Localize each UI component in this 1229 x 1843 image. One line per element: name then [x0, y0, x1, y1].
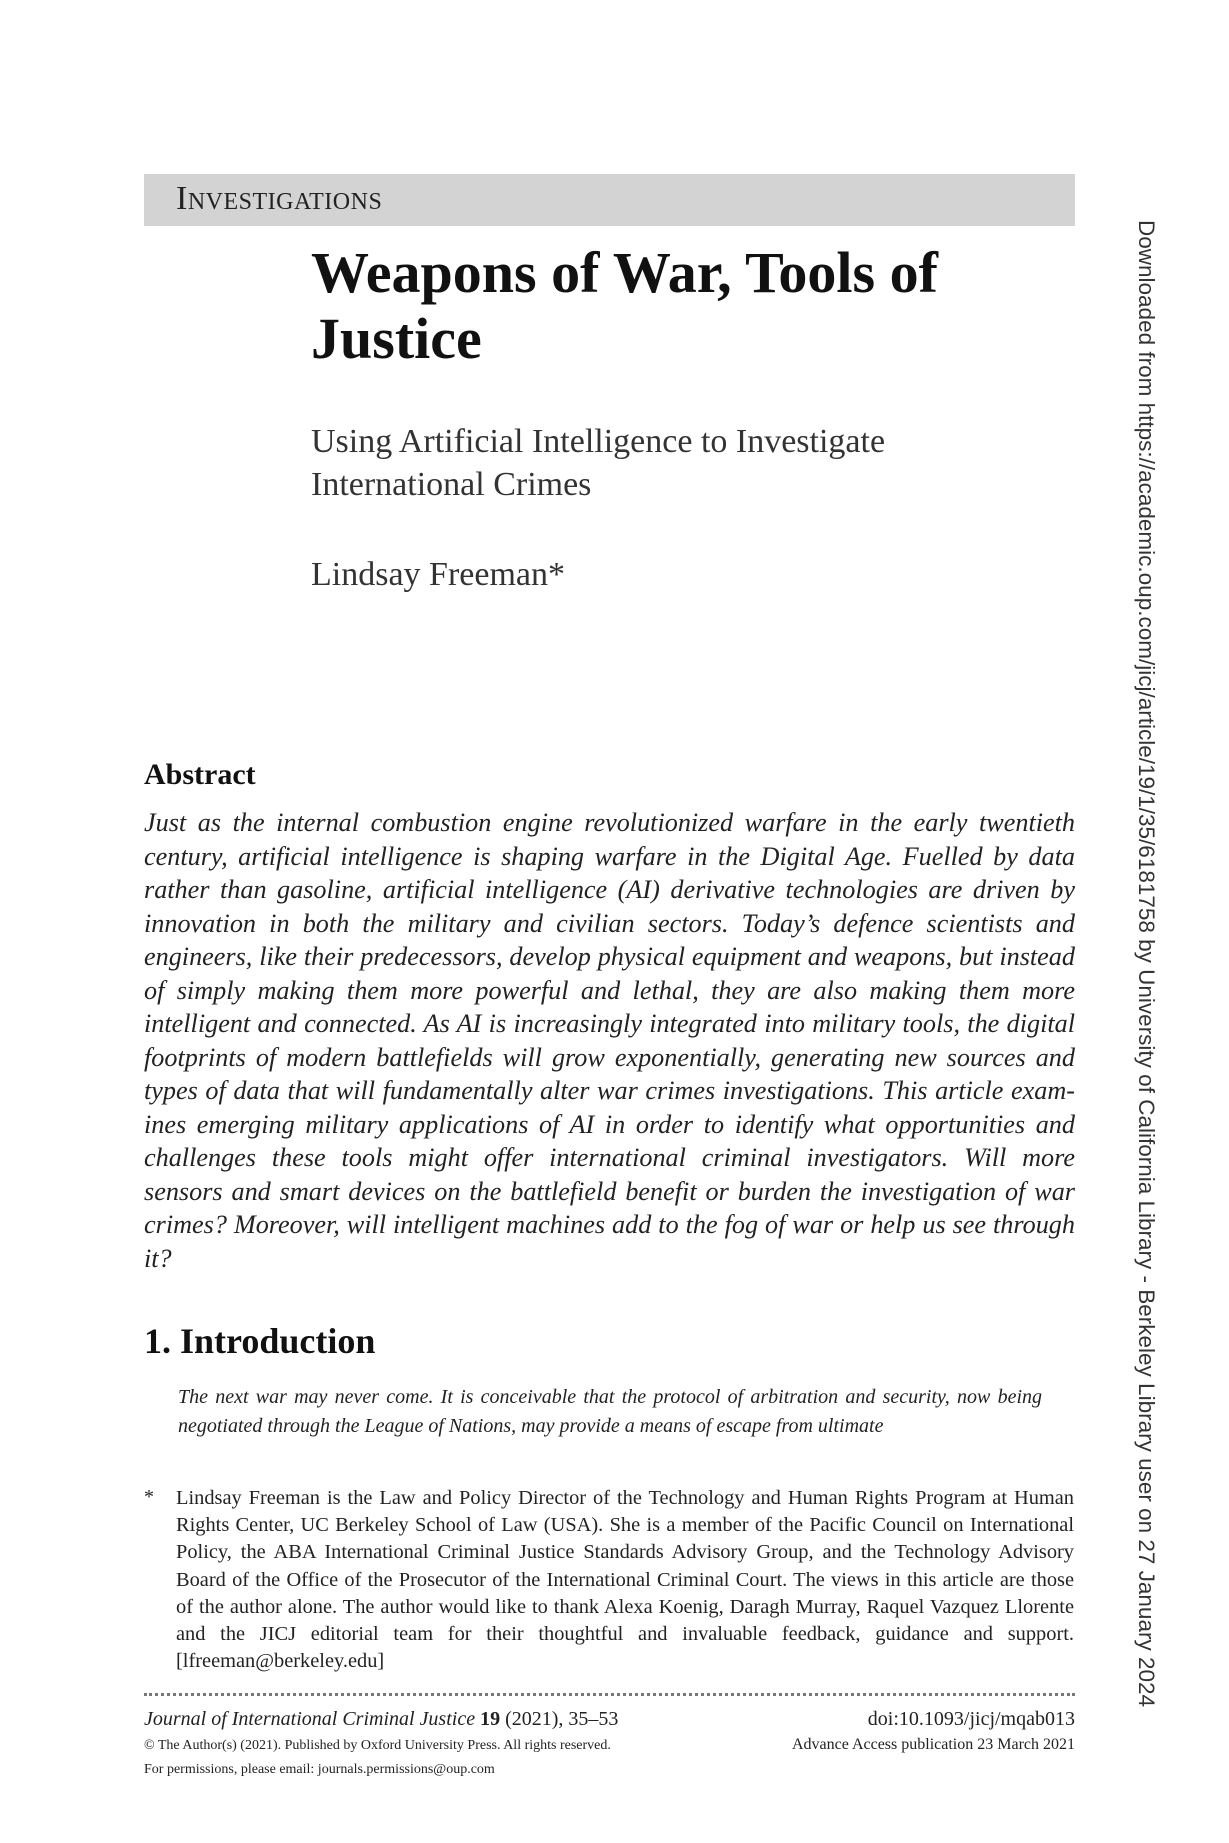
article-subtitle: Using Artificial Intelligence to Investigate International Crimes	[311, 423, 886, 503]
footnote-mark: *	[144, 1486, 154, 1508]
journal-volume: 19	[480, 1708, 501, 1730]
journal-citation	[144, 1708, 618, 1731]
footer-divider	[144, 1693, 1075, 1696]
download-watermark: Downloaded from https://academic.oup.com/jicj/article/19/1/35/6181758 by University of California Library - Berkeley Library user on 27 January 2024	[1134, 220, 1159, 1708]
journal-name: Journal of International Criminal Justice	[144, 1708, 476, 1730]
author-footnote: Lindsay Freeman is the Law and Policy Director of the Technology and Human Rights Program at Human Rights Center, UC Berkeley School of Law (USA). She is a member of the Pacific Council on International Policy, the ABA International Criminal Justice Standards Advisory Group, and the Technology Advisory Board of the Office of the Prosecutor of the International Criminal Court. The views in this article are those of the author alone. The author would like to thank Alexa Koenig, Daragh Murray, Raquel Vazquez Llorente and the JICJ editorial team for their thoughtful and invaluable feedback, guidance and support. [lfreeman@berkeley.edu]	[176, 1487, 1074, 1673]
doi: doi:10.1093/jicj/mqab013	[867, 1708, 1075, 1730]
advance-access-note: Advance Access publication 23 March 2021	[791, 1736, 1075, 1753]
copyright-notice: © The Author(s) (2021). Published by Oxford University Press. All rights reserved.	[144, 1738, 611, 1753]
abstract-body: Just as the internal combustion engine revolutionized warfare in the early twentieth century, artificial intelligence is shaping warfare in the Digital Age. Fuelled by data rather than gasoline, artificial intelligence (AI) derivative technologies are driven by innovation in both the military and civilian sectors. Today’s defence scientists and engineers, like their predecessors, develop physical equipment and weapons, but instead of simply making them more powerful and lethal, they are also making them more intelligent and connected. As AI is increasingly integrated into military tools, the digital footprints of modern battlefields will grow exponentially, generating new sources and types of data that will fundamentally alter war crimes investigations. This article examines emerging military applications of AI in order to identify what opportunities and challenges these tools might offer international criminal investigators. Will more sensors and smart devices on the battlefield benefit or burden the investigation of war crimes? Moreover, will intelligent machines add to the fog of war or help us see through it?	[144, 808, 1075, 1273]
journal-year-pages: (2021), 35–53	[505, 1708, 619, 1730]
article-title: Weapons of War, Tools of Justice	[311, 240, 938, 371]
epigraph: The next war may never come. It is conceivable that the protocol of arbitration and security, now being negotiated through the League of Nations, may provide a means of escape from ultimate	[178, 1386, 1042, 1437]
article-author: Lindsay Freeman*	[311, 556, 565, 593]
abstract-heading: Abstract	[144, 758, 256, 791]
section-label: Investigations	[176, 180, 383, 217]
permissions-notice: For permissions, please email: journals.permissions@oup.com	[144, 1762, 495, 1777]
introduction-heading: 1. Introduction	[144, 1321, 376, 1361]
